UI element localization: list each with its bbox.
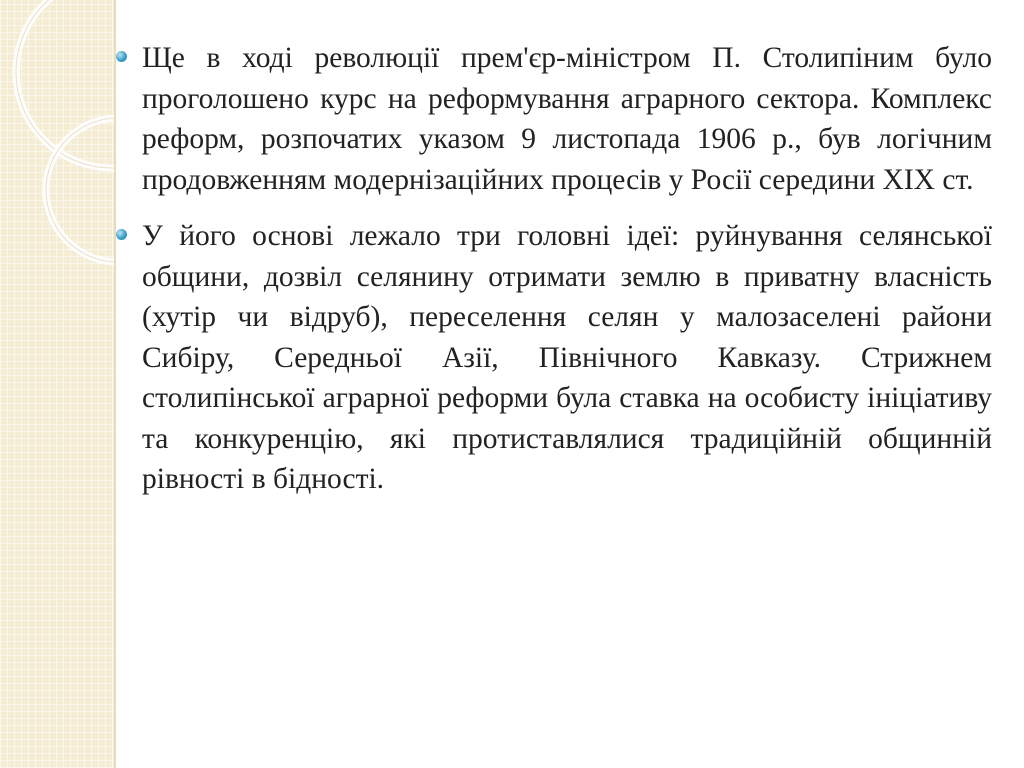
- paragraph-text: Ще в ході революції прем'єр-міністром П. Столипіним було проголошено курс на реформування аграрного сектора. Комплекс реформ, розпочатих указом 9 листопада 1906 р., був логічним продовженням модернізаційних процесів у Росії середини ХІХ ст.: [142, 42, 992, 196]
- decorative-side-panel: [0, 0, 116, 768]
- bullet-paragraph: [116, 216, 992, 500]
- paragraph-text: У його основі лежало три головні ідеї: руйнування селянської общини, дозвіл селянину отримати землю в приватну власність (хутір чи відруб), переселення селян у малозаселені райони Сибіру, Середньої Азії, Північного Кавказу. Стрижнем столипінської аграрної реформи була ставка на особисту ініціативу та конкуренцію, які протиставлялися традиційній общинній рівності в бідності.: [142, 220, 992, 495]
- decorative-rings: [0, 0, 114, 768]
- bullet-dot-icon: [116, 229, 127, 240]
- bullet-paragraph: [116, 38, 992, 200]
- slide-body: [116, 38, 992, 516]
- bullet-dot-icon: [116, 51, 127, 62]
